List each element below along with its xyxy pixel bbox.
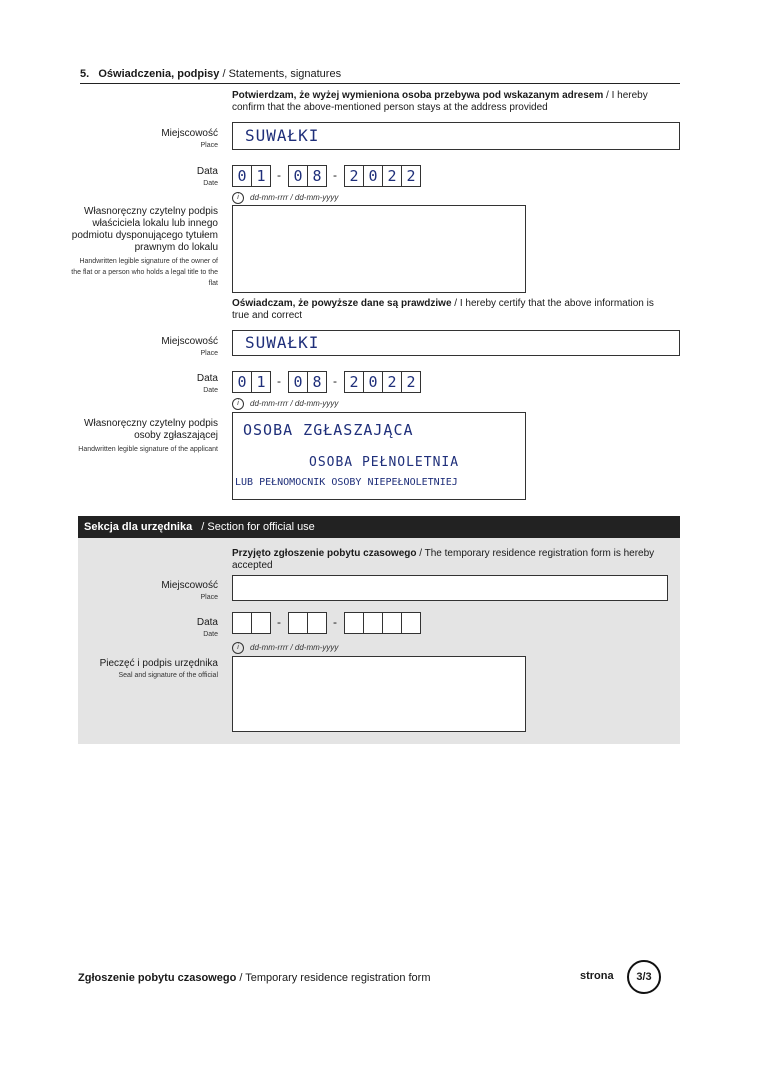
- official-header-pl: Sekcja dla urzędnika: [84, 521, 193, 533]
- page-number-badge: 3/3: [627, 960, 661, 994]
- date-year-2[interactable]: 0: [363, 165, 383, 187]
- applicant-signature-label: [68, 418, 218, 455]
- seal-label: [68, 658, 218, 681]
- date-label-sub: Date: [203, 180, 218, 187]
- applicant-signature-line-1: OSOBA ZGŁASZAJĄCA: [243, 421, 414, 439]
- owner-signature-label-text: Własnoręczny czytelny podpis właściciela lokalu lub innego podmiotu dysponującego tytułem prawnym do lokalu: [71, 206, 218, 253]
- seal-field[interactable]: [232, 656, 526, 732]
- place-field-1[interactable]: [232, 122, 680, 150]
- date-label-text: Data: [196, 373, 218, 384]
- section-title-pl: Oświadczenia, podpisy: [98, 68, 220, 80]
- date-year-4[interactable]: [401, 612, 421, 634]
- certify-statement: [232, 298, 672, 322]
- seal-label-sub: Seal and signature of the official: [118, 672, 218, 679]
- date-year-1[interactable]: [344, 612, 364, 634]
- date-hint-text: dd-mm-rrrr / dd-mm-yyyy: [250, 399, 339, 409]
- date-year-1[interactable]: 2: [344, 371, 364, 393]
- official-section-header: [78, 516, 680, 538]
- section-title: [80, 68, 341, 80]
- place-value-1: SUWAŁKI: [245, 126, 320, 145]
- date-dash: -: [333, 615, 337, 629]
- owner-signature-label-sub: Handwritten legible signature of the owner of the flat or a person who holds a legal title to the flat: [71, 258, 218, 287]
- date-dash: -: [277, 168, 281, 182]
- date-year-4[interactable]: 2: [401, 165, 421, 187]
- applicant-signature-line-3: LUB PEŁNOMOCNIK OSOBY NIEPEŁNOLETNIEJ: [235, 477, 458, 488]
- date-year-4[interactable]: 2: [401, 371, 421, 393]
- owner-signature-label: [68, 206, 218, 289]
- date-month-1[interactable]: [288, 612, 308, 634]
- date-hint-text: dd-mm-rrrr / dd-mm-yyyy: [250, 643, 339, 653]
- info-icon: i: [232, 192, 244, 204]
- date-day-2[interactable]: 1: [251, 165, 271, 187]
- place-label-text: Miejscowość: [161, 128, 218, 139]
- date-dash: -: [333, 374, 337, 388]
- date-dash: -: [277, 374, 281, 388]
- official-statement: [232, 548, 672, 572]
- date-label-1: [197, 166, 218, 189]
- official-statement-pl: Przyjęto zgłoszenie pobytu czasowego: [232, 548, 417, 559]
- place-label-sub: Place: [200, 350, 218, 357]
- date-label-sub: Date: [203, 387, 218, 394]
- date-month-2[interactable]: 8: [307, 371, 327, 393]
- place-label-text: Miejscowość: [161, 580, 218, 591]
- place-value-2: SUWAŁKI: [245, 333, 320, 352]
- footer-title-pl: Zgłoszenie pobytu czasowego: [78, 972, 237, 984]
- place-field-2[interactable]: [232, 330, 680, 356]
- confirm-statement-pl: Potwierdzam, że wyżej wymieniona osoba przebywa pod wskazanym adresem: [232, 90, 604, 101]
- date-label-text: Data: [196, 166, 218, 177]
- section-rule: [80, 83, 680, 84]
- date-year-3[interactable]: 2: [382, 371, 402, 393]
- date-month-1[interactable]: 0: [288, 165, 308, 187]
- date-year-2[interactable]: 0: [363, 371, 383, 393]
- date-month-2[interactable]: 8: [307, 165, 327, 187]
- date-field-2[interactable]: [232, 371, 432, 395]
- place-label-3: [161, 580, 218, 603]
- date-year-1[interactable]: 2: [344, 165, 364, 187]
- place-label-sub: Place: [200, 142, 218, 149]
- place-label-2: [161, 336, 218, 359]
- place-label-sub: Place: [200, 594, 218, 601]
- official-statement-en: / The temporary residence registration form is hereby accepted: [232, 548, 655, 571]
- footer-title: [78, 972, 431, 984]
- date-field-1[interactable]: [232, 165, 432, 189]
- section-title-en: / Statements, signatures: [222, 68, 342, 80]
- applicant-signature-field[interactable]: [232, 412, 526, 500]
- date-hint-3: [232, 642, 338, 654]
- official-header-en: / Section for official use: [198, 521, 315, 533]
- date-dash: -: [277, 615, 281, 629]
- date-label-3: [197, 617, 218, 640]
- date-day-2[interactable]: 1: [251, 371, 271, 393]
- certify-statement-pl: Oświadczam, że powyższe dane są prawdziwe: [232, 298, 452, 309]
- applicant-signature-label-sub: Handwritten legible signature of the applicant: [78, 446, 218, 453]
- section-number: 5.: [80, 68, 90, 80]
- date-day-1[interactable]: 0: [232, 165, 252, 187]
- date-label-sub: Date: [203, 631, 218, 638]
- date-hint-2: [232, 398, 338, 410]
- owner-signature-field[interactable]: [232, 205, 526, 293]
- date-year-3[interactable]: [382, 612, 402, 634]
- page-word: strona: [580, 970, 614, 982]
- info-icon: i: [232, 642, 244, 654]
- date-day-1[interactable]: [232, 612, 252, 634]
- footer-title-en: / Temporary residence registration form: [236, 972, 431, 984]
- date-dash: -: [333, 168, 337, 182]
- seal-label-text: Pieczęć i podpis urzędnika: [99, 658, 218, 669]
- confirm-statement: [232, 90, 672, 114]
- certify-statement-en: / I hereby certify that the above information is true and correct: [232, 298, 654, 321]
- applicant-signature-label-text: Własnoręczny czytelny podpis osoby zgłaszającej: [84, 418, 218, 441]
- date-hint-1: [232, 192, 338, 204]
- place-label-1: [161, 128, 218, 151]
- date-day-2[interactable]: [251, 612, 271, 634]
- place-field-3[interactable]: [232, 575, 668, 601]
- date-year-3[interactable]: 2: [382, 165, 402, 187]
- date-year-2[interactable]: [363, 612, 383, 634]
- date-month-1[interactable]: 0: [288, 371, 308, 393]
- date-day-1[interactable]: 0: [232, 371, 252, 393]
- date-label-2: [197, 373, 218, 396]
- date-field-3[interactable]: [232, 612, 432, 636]
- confirm-statement-en: / I hereby confirm that the above-mentioned person stays at the address provided: [232, 90, 648, 113]
- date-month-2[interactable]: [307, 612, 327, 634]
- applicant-signature-line-2: OSOBA PEŁNOLETNIA: [309, 455, 460, 470]
- info-icon: i: [232, 398, 244, 410]
- date-label-text: Data: [196, 617, 218, 628]
- date-hint-text: dd-mm-rrrr / dd-mm-yyyy: [250, 193, 339, 203]
- place-label-text: Miejscowość: [161, 336, 218, 347]
